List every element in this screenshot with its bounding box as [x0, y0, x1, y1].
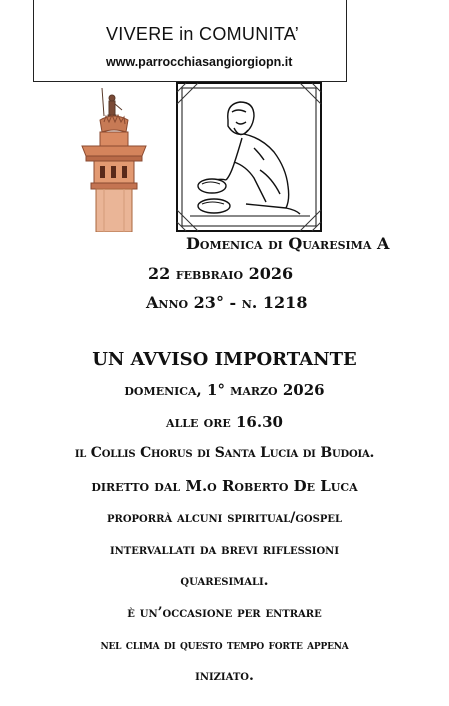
- parish-website-link[interactable]: www.parrocchiasangiorgiopn.it: [106, 55, 293, 69]
- notice-line: nel clima di questo tempo forte appena: [100, 637, 349, 653]
- issue-number: Anno 23° - n. 1218: [146, 293, 308, 312]
- kneeling-figure-drawing: [176, 82, 322, 232]
- notice-line: diretto dal M.o Roberto De Luca: [91, 477, 358, 495]
- header-box: [33, 0, 347, 82]
- notice-line: iniziato.: [195, 668, 254, 684]
- notice-line: quaresimali.: [180, 573, 269, 589]
- notice-line: domenica, 1° marzo 2026: [124, 381, 325, 399]
- bell-tower-image: [78, 86, 150, 232]
- sunday-title: Domenica di Quaresima A: [186, 234, 390, 253]
- notice-line: intervallati da brevi riflessioni: [109, 542, 340, 558]
- notice-line: alle ore 16.30: [166, 413, 283, 431]
- notice-heading: UN AVVISO IMPORTANTE: [92, 349, 357, 370]
- newsletter-title: VIVERE in COMUNITA’: [106, 24, 300, 44]
- notice-line: proporrà alcuni spiritual/gospel: [107, 510, 342, 526]
- notice-line: il Collis Chorus di Santa Lucia di Budoia.: [74, 445, 375, 461]
- notice-line: è un’occasione per entrare: [127, 605, 322, 621]
- issue-date: 22 febbraio 2026: [148, 264, 294, 283]
